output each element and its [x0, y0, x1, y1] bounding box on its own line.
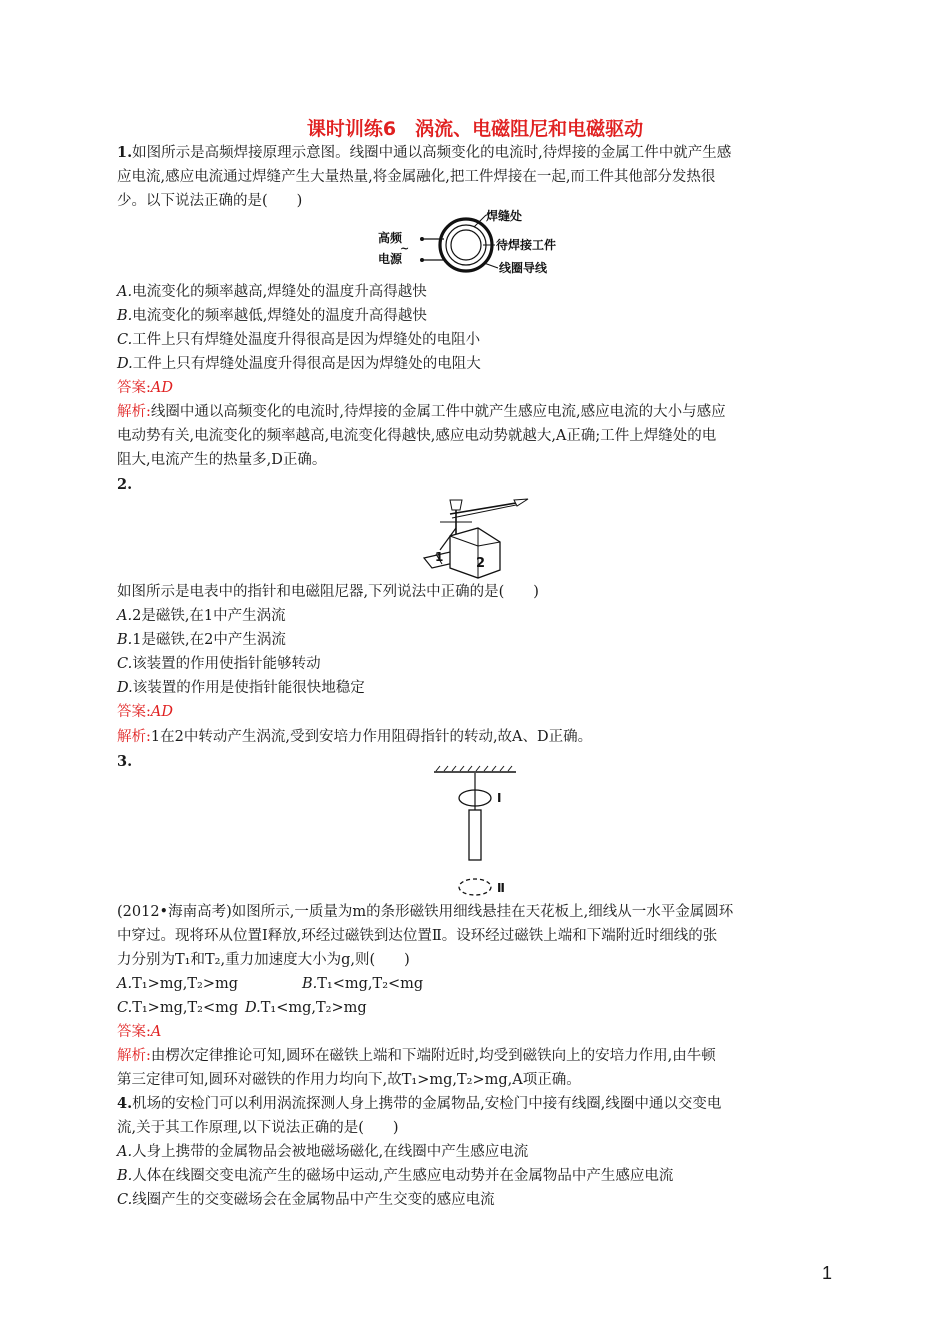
q2-option-d: D.该装置的作用是使指针能很快地稳定	[117, 680, 365, 696]
page-title: 课时训练6 涡流、电磁阻尼和电磁驱动	[306, 118, 644, 140]
page-number: 1	[821, 1263, 832, 1283]
q1-option-a: A.电流变化的频率越高,焊缝处的温度升高得越快	[117, 284, 427, 300]
q1-option-c: C.工件上只有焊缝处温度升得很高是因为焊缝处的电阻小	[117, 332, 481, 348]
q2-answer: 答案:AD	[117, 704, 173, 720]
q3-analysis-line: 第三定律可知,圆环对磁铁的作用力均向下,故T₁>mg,T₂>mg,A项正确。	[117, 1072, 581, 1088]
q3-option-d: D.T₁<mg,T₂>mg	[245, 1000, 367, 1016]
q4-stem-line: 4.机场的安检门可以利用涡流探测人身上携带的金属物品,安检门中接有线圈,线圈中通以交变电	[117, 1095, 722, 1112]
q2-stem: 如图所示是电表中的指针和电磁阻尼器,下列说法中正确的是( )	[117, 584, 539, 600]
q1-stem-line: 1.如图所示是高频焊接原理示意图。线圈中通以高频变化的电流时,待焊接的金属工件中就产生感	[117, 144, 732, 161]
q3-figure-magnet	[428, 764, 528, 900]
q1-fig-label-source-bottom: 电源	[378, 252, 403, 266]
q3-analysis-line: 解析:由楞次定律推论可知,圆环在磁铁上端和下端附近时,均受到磁铁向上的安培力作用,由牛顿	[117, 1048, 716, 1064]
q3-stem-line: (2012•海南高考)如图所示,一质量为m的条形磁铁用细线悬挂在天花板上,细线从一水平金属圆环	[117, 904, 734, 920]
q1-answer: 答案:AD	[117, 380, 173, 396]
q4-stem-line: 流,关于其工作原理,以下说法正确的是( )	[117, 1120, 399, 1136]
q1-analysis-line: 电动势有关,电流变化的频率越高,电流变化得越快,感应电动势就越大,A正确;工件上焊缝处的电	[117, 428, 717, 444]
q3-fig-label-pos2: Ⅱ	[497, 881, 505, 895]
q1-fig-label-coil: 线圈导线	[499, 261, 548, 275]
q1-fig-label-source-top: 高频	[378, 231, 403, 245]
q3-answer: 答案:A	[117, 1024, 162, 1040]
q3-fig-label-pos1: Ⅰ	[497, 791, 502, 805]
q1-fig-label-weld: 焊缝处	[486, 209, 523, 223]
q3-option-c: C.T₁>mg,T₂<mg	[117, 1000, 239, 1016]
q4-number: 4.	[117, 1095, 133, 1112]
q1-option-b: B.电流变化的频率越低,焊缝处的温度升高得越快	[117, 308, 427, 324]
q1-figure-welding	[370, 205, 580, 281]
q1-stem-line: 少。以下说法正确的是( )	[117, 193, 303, 209]
q3-option-b: B.T₁<mg,T₂<mg	[302, 976, 424, 992]
q3-stem-line: 力分别为T₁和T₂,重力加速度大小为g,则( )	[117, 952, 410, 968]
q2-fig-label-1: 1	[435, 550, 444, 564]
q1-fig-label-workpiece: 待焊接工件	[496, 238, 557, 252]
q4-option-c: C.线圈产生的交变磁场会在金属物品中产生交变的感应电流	[117, 1192, 495, 1208]
q3-number: 3.	[117, 753, 133, 770]
q3-option-a: A.T₁>mg,T₂>mg	[117, 976, 239, 992]
q2-option-b: B.1是磁铁,在2中产生涡流	[117, 632, 286, 648]
q2-figure-damper	[420, 492, 535, 580]
q1-option-d: D.工件上只有焊缝处温度升得很高是因为焊缝处的电阻大	[117, 356, 481, 372]
q4-option-b: B.人体在线圈交变电流产生的磁场中运动,产生感应电动势并在金属物品中产生感应电流	[117, 1168, 674, 1184]
q1-stem-line: 应电流,感应电流通过焊缝产生大量热量,将金属融化,把工件焊接在一起,而工件其他部分发热很	[117, 169, 716, 185]
q1-number: 1.	[117, 144, 133, 161]
q2-option-c: C.该装置的作用使指针能够转动	[117, 656, 321, 672]
q2-number: 2.	[117, 476, 133, 493]
q2-analysis: 解析:1在2中转动产生涡流,受到安培力作用阻碍指针的转动,故A、D正确。	[117, 729, 593, 745]
q1-analysis-line: 阻大,电流产生的热量多,D正确。	[117, 452, 327, 468]
q4-option-a: A.人身上携带的金属物品会被地磁场磁化,在线圈中产生感应电流	[117, 1144, 529, 1160]
q1-analysis-line: 解析:线圈中通以高频变化的电流时,待焊接的金属工件中就产生感应电流,感应电流的大小与感应	[117, 404, 726, 420]
q2-fig-label-2: 2	[476, 556, 486, 571]
q1-fig-label-tilde: ~	[400, 242, 410, 255]
q3-stem-line: 中穿过。现将环从位置Ⅰ释放,环经过磁铁到达位置Ⅱ。设环经过磁铁上端和下端附近时细线的张	[117, 928, 718, 944]
q2-option-a: A.2是磁铁,在1中产生涡流	[117, 608, 286, 624]
